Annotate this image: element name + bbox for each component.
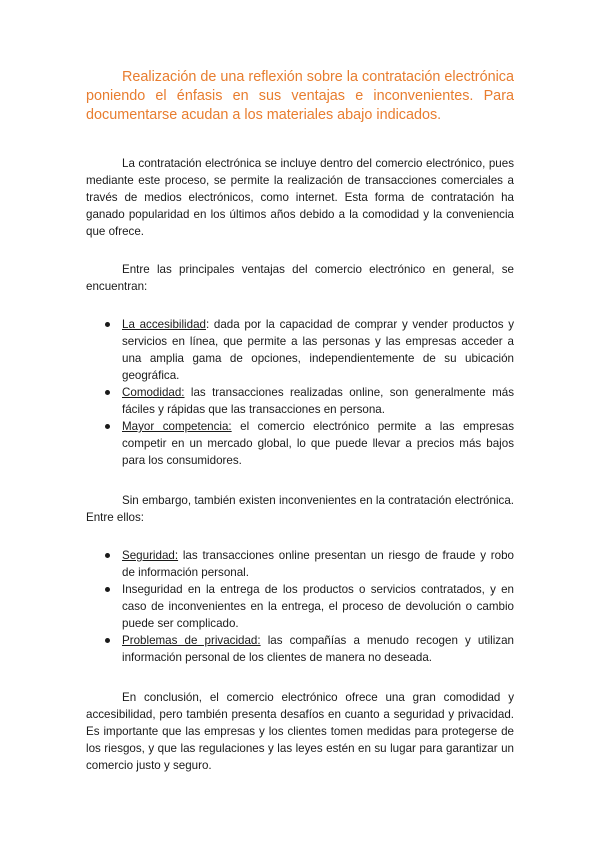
bullet-icon: [105, 587, 110, 592]
list-item-text: las compañías a menudo recogen y utilizan información personal de los clientes de manera no deseada.: [122, 634, 514, 664]
document-page: [86, 68, 514, 774]
list-item: [122, 547, 514, 581]
list-item: [122, 632, 514, 666]
list-item-term: Problemas de privacidad:: [122, 634, 261, 647]
assignment-intro: Realización de una reflexión sobre la contratación electrónica poniendo el énfasis en sus ventajas e inconvenientes. Para documentarse acudan a los materiales abajo indicados.: [86, 69, 514, 123]
list-item-text: las transacciones online presentan un riesgo de fraude y robo de información personal.: [122, 549, 514, 579]
list-item-text: : dada por la capacidad de comprar y vender productos y servicios en línea, que permite a las personas y las empresas acceder a una amplia gama de opciones, independientemente de su ubicación geográfica.: [122, 318, 514, 382]
list-item-term: Seguridad:: [122, 549, 179, 562]
list-item: [122, 316, 514, 384]
ventajas-list: [86, 316, 514, 469]
paragraph-conclusion: En conclusión, el comercio electrónico ofrece una gran comodidad y accesibilidad, pero también presenta desafíos en cuanto a seguridad y privacidad. Es importante que las empresas y los clientes tomen medidas para protegerse de los riesgos, y que las regulaciones y las leyes estén en su lugar para garantizar un comercio justo y seguro.: [86, 691, 514, 772]
bullet-icon: [105, 322, 110, 327]
list-item: [122, 581, 514, 632]
bullet-icon: [105, 553, 110, 558]
list-item-text: el comercio electrónico permite a las empresas competir en un mercado global, lo que puede llevar a precios más bajos para los consumidores.: [122, 420, 514, 467]
paragraph-inconvenientes-lead: Sin embargo, también existen inconvenientes en la contratación electrónica. Entre ellos:: [86, 494, 514, 524]
list-item: [122, 384, 514, 418]
list-item-term: La accesibilidad: [122, 318, 206, 331]
inconvenientes-list: [86, 547, 514, 666]
bullet-icon: [105, 424, 110, 429]
list-item: [122, 418, 514, 469]
paragraph-intro-contratacion: La contratación electrónica se incluye dentro del comercio electrónico, pues mediante este proceso, se permite la realización de transacciones comerciales a través de medios electrónicos, como internet. Esta forma de contratación ha ganado popularidad en los últimos años debido a la comodidad y la conveniencia que ofrece.: [86, 157, 514, 238]
list-item-term: Comodidad:: [122, 386, 185, 399]
bullet-icon: [105, 638, 110, 643]
paragraph-ventajas-lead: Entre las principales ventajas del comercio electrónico en general, se encuentran:: [86, 263, 514, 293]
list-item-text: Inseguridad en la entrega de los productos o servicios contratados, y en caso de inconvenientes en la entrega, el proceso de devolución o cambio puede ser complicado.: [122, 583, 514, 630]
bullet-icon: [105, 390, 110, 395]
list-item-term: Mayor competencia:: [122, 420, 232, 433]
list-item-text: las transacciones realizadas online, son generalmente más fáciles y rápidas que las transacciones en persona.: [122, 386, 514, 416]
